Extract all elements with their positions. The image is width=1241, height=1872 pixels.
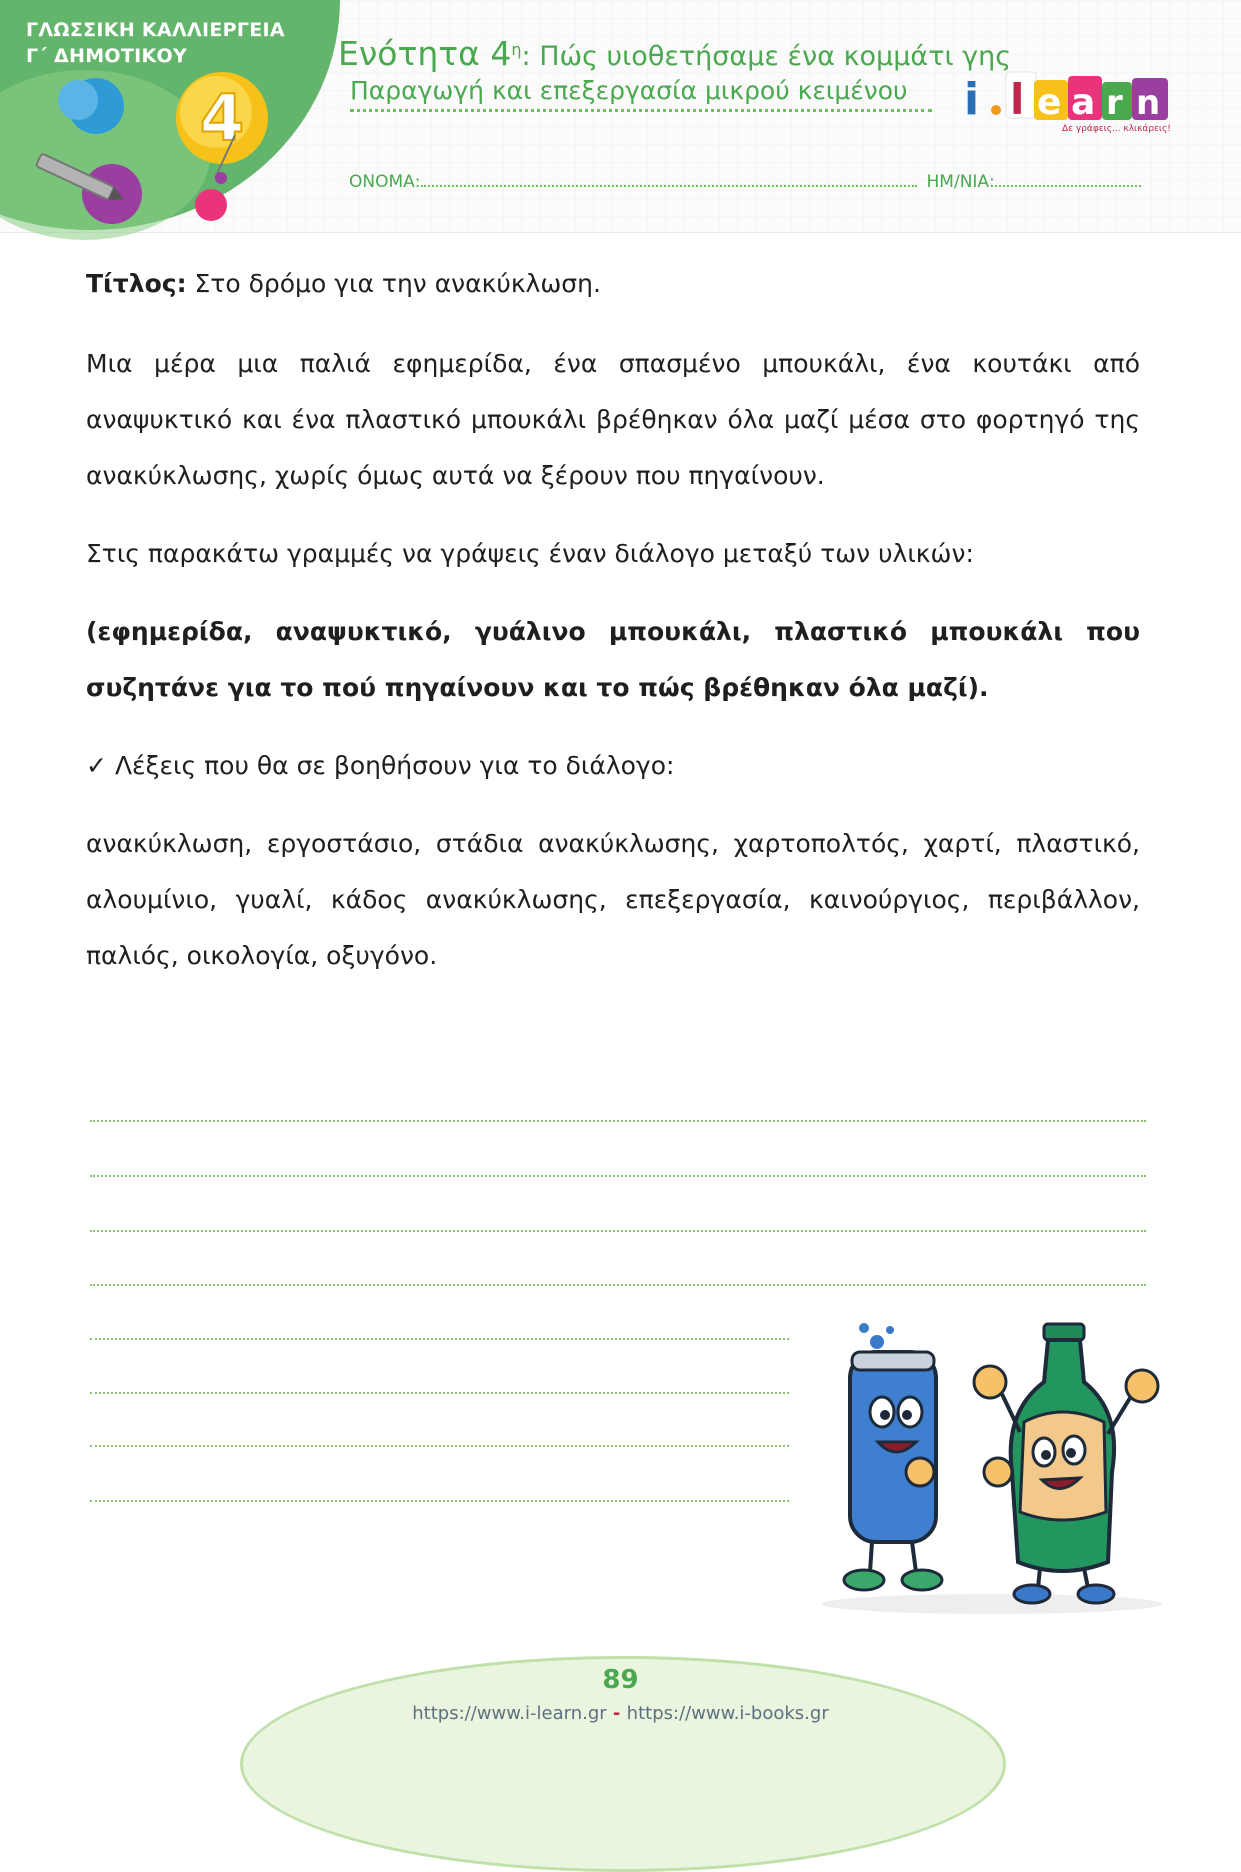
materials-note: (εφημερίδα, αναψυκτικό, γυάλινο μπουκάλι, πλαστικό μπουκάλι που συζητάνε για το πού πηγαίνουν και το πώς βρέθηκαν όλα μαζί).	[86, 617, 1140, 702]
unit-title: Ενότητα $4^\eta$: Πώς υιοθετήσαμε ένα κομμάτι γης	[338, 34, 1012, 73]
writing-line[interactable]	[90, 1120, 1146, 1122]
can-character-icon	[844, 1323, 942, 1590]
check-icon: ✓	[86, 751, 107, 780]
name-field[interactable]	[421, 185, 917, 187]
writing-line[interactable]	[90, 1392, 789, 1394]
ilearn-link[interactable]: https://www.i-learn.gr	[412, 1703, 607, 1724]
story-paragraph: Μια μέρα μια παλιά εφημερίδα, ένα σπασμένο μπουκάλι, ένα κουτάκι από αναψυκτικό και ένα πλαστικό μπουκάλι βρέθηκαν όλα μαζί μέσα στο φορτηγό της ανακύκλωσης, χωρίς όμως αυτά να ξέρουν που πηγαίνουν.	[86, 349, 1140, 490]
svg-text:n: n	[1136, 83, 1161, 123]
footer-links: https://www.i-learn.gr - https://www.i-books.gr	[412, 1703, 829, 1724]
name-date-line	[349, 172, 1141, 192]
subject-label: ΓΛΩΣΣΙΚΗ ΚΑΛΛΙΕΡΓΕΙΑ Γ΄ ΔΗΜΟΤΙΚΟΥ	[26, 19, 285, 67]
writing-line[interactable]	[90, 1175, 1146, 1177]
svg-text:a: a	[1071, 82, 1096, 123]
svg-text:l: l	[1010, 75, 1025, 124]
ibooks-link[interactable]: https://www.i-books.gr	[626, 1703, 829, 1724]
recycling-characters-illustration	[812, 1322, 1172, 1622]
story-title: Τίτλος: Στο δρόμο για την ανακύκλωση.	[86, 269, 601, 298]
worksheet-content	[86, 262, 1140, 984]
page-number: 89	[602, 1665, 639, 1695]
pink-pin-icon	[195, 189, 227, 221]
helper-words-label: ✓ Λέξεις που θα σε βοηθήσουν για το διάλογο:	[86, 751, 675, 780]
svg-text:e: e	[1037, 82, 1062, 123]
date-field[interactable]	[995, 185, 1141, 187]
page-header	[0, 0, 1241, 233]
helper-words-list: ανακύκλωση, εργοστάσιο, στάδια ανακύκλωσης, χαρτοπολτός, χαρτί, πλαστικό, αλουμίνιο, γυαλί, κάδος ανακύκλωσης, επεξεργασία, καινούργιος, περιβάλλον, παλιός, οικολογία, οξυγόνο.	[86, 829, 1140, 970]
date-label: ΗΜ/ΝΙΑ:	[926, 172, 995, 192]
bottle-character-icon	[974, 1324, 1158, 1603]
instruction-text: Στις παρακάτω γραμμές να γράψεις έναν διάλογο μεταξύ των υλικών:	[86, 539, 974, 568]
writing-line[interactable]	[90, 1500, 789, 1502]
writing-line[interactable]	[90, 1338, 789, 1340]
svg-text:4: 4	[199, 82, 245, 156]
writing-line[interactable]	[90, 1284, 1146, 1286]
name-label: ΟΝΟΜΑ:	[349, 172, 421, 192]
writing-line[interactable]	[90, 1445, 789, 1447]
unit-subtitle: Παραγωγή και επεξεργασία μικρού κειμένου	[350, 76, 932, 112]
writing-line[interactable]	[90, 1230, 1146, 1232]
logo-tagline: Δε γράφεις... κλικάρεις!	[1062, 124, 1171, 134]
svg-text:i: i	[964, 74, 980, 125]
svg-text:r: r	[1106, 83, 1123, 123]
